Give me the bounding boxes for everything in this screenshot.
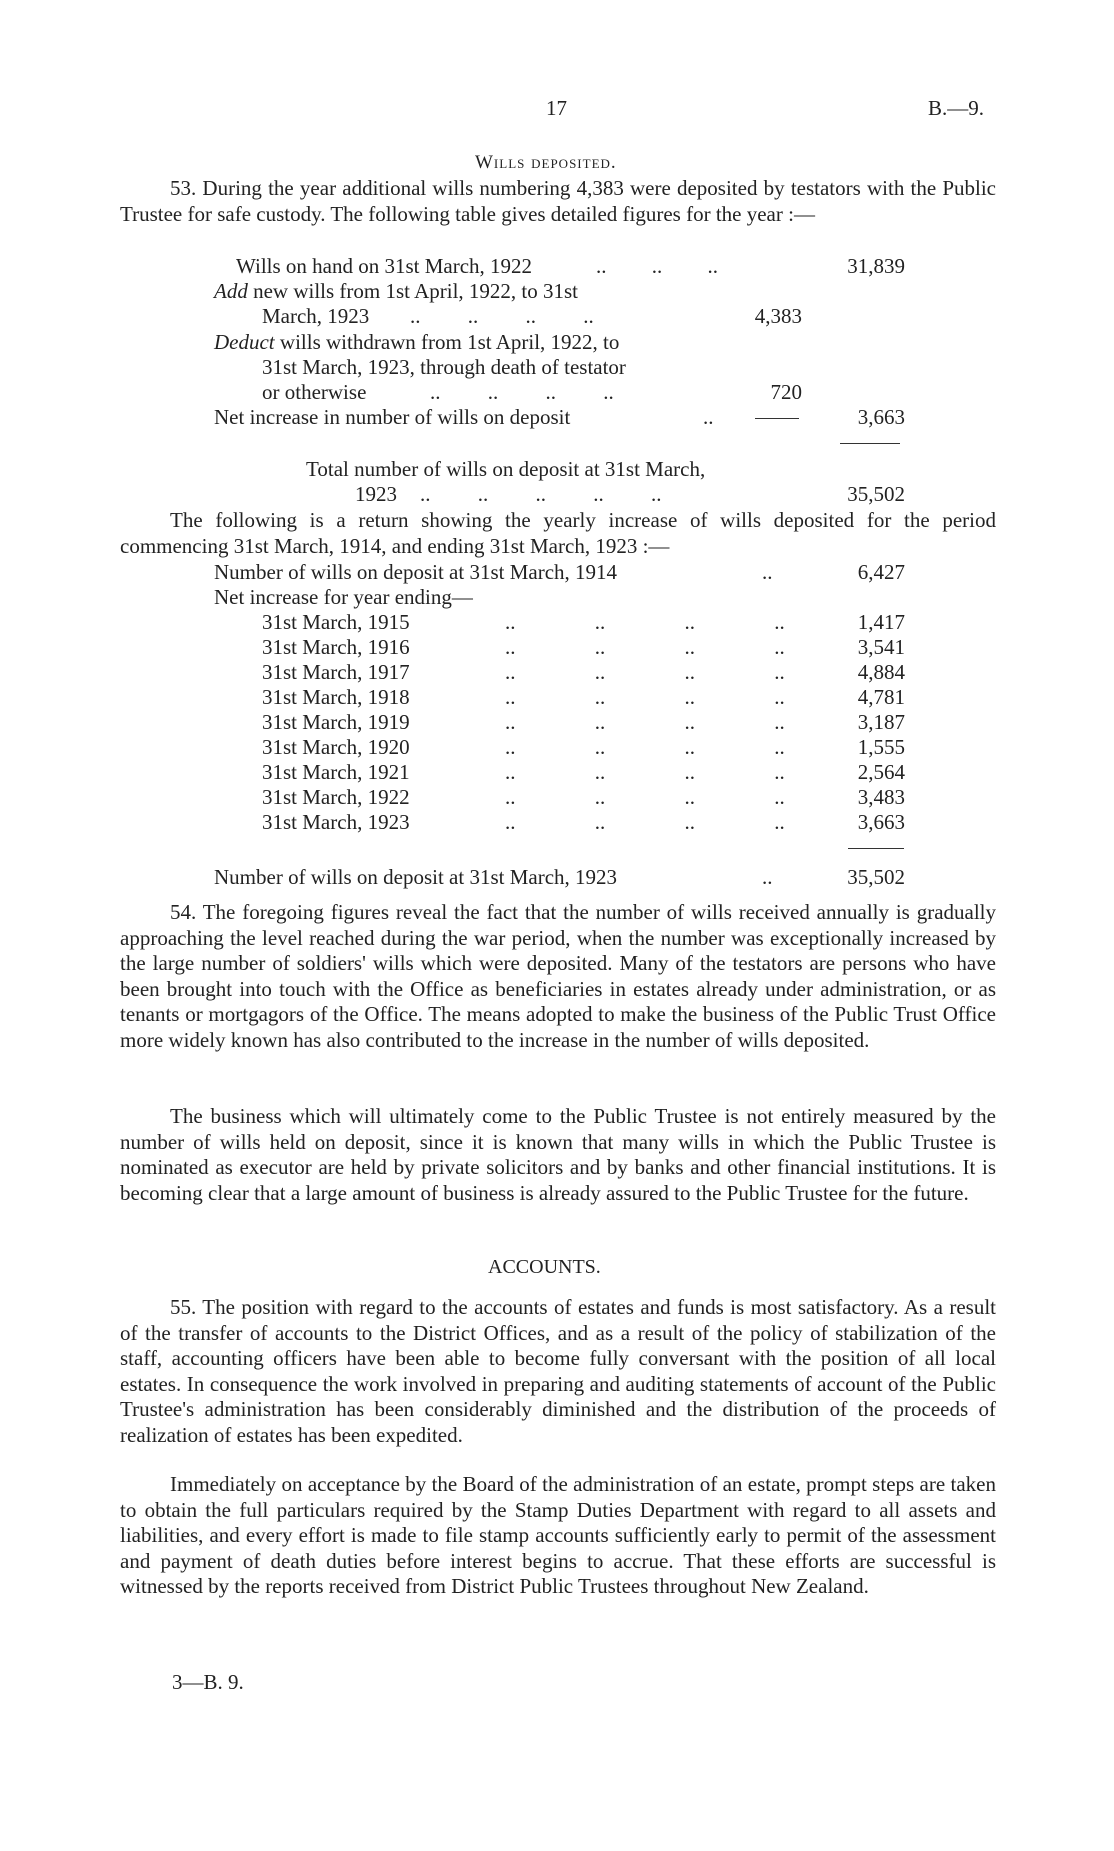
table-row: 31st March, 1923 [262,810,410,834]
leader-dots: .. [762,865,773,889]
add-text: new wills from 1st April, 1922, to 31st [247,279,578,303]
paragraph-54: 54. The foregoing figures reveal the fact that the number of wills received annually is gradually approaching the level reached during the war period, when the number was exceptionally increased by the large number of soldiers' wills which were deposited. Many of the testators are persons who have been brought into touch with the Office as beneficiaries in estates already under administration, or as tenants or mortgagors of the Office. The means adopted to make the business of the Public Trust Office more widely known has also contributed to the increase in the number of wills deposited. [120,900,996,1052]
net-increase-label: Net increase in number of wills on deposit [214,405,571,429]
deduct-line-3: or otherwise [262,380,367,404]
table-row: 31st March, 1921 [262,760,410,784]
leader-dots: .. [703,405,714,429]
table-row: 31st March, 1922 [262,785,410,809]
row-value: 2,564 [857,760,905,784]
start-label: Number of wills on deposit at 31st March, 1914 [214,560,618,584]
end-label: Number of wills on deposit at 31st March, 1923 [214,865,618,889]
return-intro: The following is a return showing the yearly increase of wills deposited for the period commencing 31st March, 1914, and ending 31st March, 1923 :— [120,508,996,558]
row-value: 4,884 [857,660,905,684]
table-row: 31st March, 1918 [262,685,410,709]
row-value: 3,663 [857,810,905,834]
page-number: 17 [546,96,567,120]
net-increase-value: 3,663 [857,405,905,429]
paragraph-55: 55. The position with regard to the accounts of estates and funds is most satisfactory. As a result of the transfer of accounts to the District Offices, and as a result of the policy of stabilization of the staff, accounting officers have been able to become fully conversant with the position of all local estates. In consequence the work involved in preparing and auditing statements of account of the Public Trustee's administration has been considerably diminished and the distribution of the proceeds of realization of estates has been expedited. [120,1295,996,1447]
paragraph-54-cont: The business which will ultimately come to the Public Trustee is not entirely measured by the number of wills held on deposit, since it is known that many wills in which the Public Trustee is nominated as executor are held by private solicitors and by banks and other financial institutions. It is becoming clear that a large amount of business is already assured to the Public Trustee for the future. [120,1104,996,1205]
row-value: 4,781 [857,685,905,709]
report-code: B.—9. [928,96,985,120]
deduct-line-1 [214,330,619,355]
leader-dots: .. .. .. .. .. [420,482,662,506]
dash-rule [755,418,799,419]
on-hand-value: 31,839 [847,254,905,278]
total-line-2: 1923 [355,482,397,506]
row-value: 1,555 [857,735,905,759]
total-value: 35,502 [847,482,905,506]
end-value: 35,502 [847,865,905,889]
deduct-line-2: 31st March, 1923, through death of testator [262,355,626,379]
footer-signature: 3—B. 9. [172,1670,244,1694]
table-row: 31st March, 1916 [262,635,410,659]
leader-dots: .. .. .. .. [430,380,614,404]
total-line-1: Total number of wills on deposit at 31st March, [306,457,706,481]
on-hand-label: Wills on hand on 31st March, 1922 [236,254,533,278]
sum-rule [840,443,900,444]
total-rule [848,848,904,849]
leader-dots: .. [762,560,773,584]
leader-dots: .. .. .. .. .. .. .. .. .. .. .. .. .. .. .. .. .. .. .. .. .. .. .. .. .. .. .. .. .. .. .. .. .. .. .. .. [505,610,785,834]
row-value: 3,541 [857,635,905,659]
table-row: 31st March, 1920 [262,735,410,759]
deduct-text: wills withdrawn from 1st April, 1922, to [274,330,620,354]
row-value: 1,417 [857,610,905,634]
paragraph-53: 53. During the year additional wills numbering 4,383 were deposited by testators with the Public Trustee for safe custody. The following table gives detailed figures for the year :— [120,176,996,226]
start-value: 6,427 [857,560,905,584]
paragraph-55-cont: Immediately on acceptance by the Board of the administration of an estate, prompt steps are taken to obtain the full particulars required by the Stamp Duties Department with regard to all assets and liabilities, and every effort is made to file stamp accounts sufficiently early to permit of the assessment and payment of death duties before interest begins to accrue. That these efforts are successful is witnessed by the reports received from District Public Trustees throughout New Zealand. [120,1472,996,1598]
accounts-section-title: ACCOUNTS. [488,1256,601,1278]
net-heading: Net increase for year ending— [214,585,473,609]
deduct-emphasis: Deduct [214,330,275,354]
leader-dots: .. .. .. [596,254,718,278]
add-line-2: March, 1923 [262,304,370,328]
wills-section-title: Wills deposited. [475,152,617,173]
add-emphasis: Add [214,279,248,303]
table-row: 31st March, 1917 [262,660,410,684]
add-line-1 [214,279,578,304]
row-value: 3,483 [857,785,905,809]
table-row: 31st March, 1915 [262,610,410,634]
deduct-value: 720 [770,380,802,404]
row-value: 3,187 [857,710,905,734]
leader-dots: .. .. .. .. [410,304,594,328]
add-value: 4,383 [754,304,802,328]
table-row: 31st March, 1919 [262,710,410,734]
